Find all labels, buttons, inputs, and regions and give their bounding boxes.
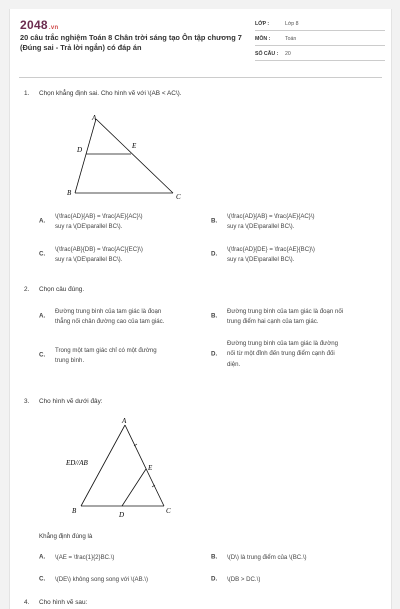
question-1-option-a[interactable]: A. \(\frac{AD}{AB} = \frac{AE}{AC}\) suy ra \(DE\parallel BC\). (39, 213, 143, 231)
vertex-label-a: A (122, 417, 127, 425)
question-3-claim: Khẳng định đúng là (39, 533, 93, 540)
question-1-option-b[interactable]: B. \(\frac{AD}{AB} = \frac{AE}{AC}\) suy ra \(DE\parallel BC\). (211, 213, 315, 231)
question-2-option-a[interactable]: A. Đường trung bình của tam giác là đoạn thẳng nối chân đường cao của tam giác. (39, 308, 165, 326)
question-2-option-c[interactable]: C. Trong một tam giác chỉ có một đường trung bình. (39, 347, 157, 365)
vertex-label-b: B (72, 507, 77, 515)
vertex-label-e: E (132, 142, 137, 150)
vertex-label-b: B (67, 189, 72, 197)
question-3-figure (60, 413, 190, 523)
meta-row-subject: MÔN : Toán (255, 33, 385, 46)
vertex-label-d: D (119, 511, 125, 519)
question-3-option-a[interactable]: A. \(AE = \frac{1}{2}BC.\) (39, 553, 115, 561)
vertex-label-c: C (166, 507, 171, 515)
question-3-option-d[interactable]: D. \(DB > DC.\) (211, 575, 261, 583)
site-logo[interactable]: 2048.vn (20, 18, 59, 32)
question-1-figure (60, 109, 200, 204)
figure-note-parallel: ED//AB (66, 459, 88, 467)
question-3-text: 3. Cho hình vẽ dưới đây: (24, 398, 103, 405)
question-2-option-b[interactable]: B. Đường trung bình của tam giác là đoạn nối trung điểm hai cạnh của tam giác. (211, 308, 344, 326)
question-2-text: 2. Chọn câu đúng. (24, 286, 85, 293)
vertex-label-c: C (176, 193, 181, 201)
question-1-option-c[interactable]: C. \(\frac{AB}{DB} = \frac{AC}{EC}\) suy ra \(DE\parallel BC\). (39, 246, 143, 264)
document-meta (255, 18, 385, 63)
question-3-option-c[interactable]: C. \(DE\) không song song với \(AB.\) (39, 575, 149, 583)
question-1-option-d[interactable]: D. \(\frac{AD}{DE} = \frac{AE}{BC}\) suy ra \(DE\parallel BC\). (211, 246, 315, 264)
question-2-option-d[interactable]: D. Đường trung bình của tam giác là đường nối từ một đỉnh đến trung điểm cạnh đối diện. (211, 340, 339, 368)
meta-row-count: SỐ CÂU : 20 (255, 48, 385, 61)
question-3-option-b[interactable]: B. \(D\) là trung điểm của \(BC.\) (211, 553, 307, 561)
vertex-label-d: D (77, 146, 83, 154)
question-1-text: 1. Chọn khẳng định sai. Cho hình vẽ với \(AB < AC\). (24, 90, 182, 97)
vertex-label-e: E (148, 464, 153, 472)
document-title: 20 câu trắc nghiệm Toán 8 Chân trời sáng tạo Ôn tập chương 7 (Đúng sai - Trả lời ngắn) có đáp án (20, 33, 242, 52)
document-header (10, 9, 391, 69)
vertex-label-a: A (92, 114, 97, 122)
header-divider (19, 77, 382, 78)
document-page (9, 9, 392, 609)
meta-row-class: LỚP : Lớp 8 (255, 18, 385, 31)
question-4-text: 4. Cho hình vẽ sau: (24, 599, 88, 606)
